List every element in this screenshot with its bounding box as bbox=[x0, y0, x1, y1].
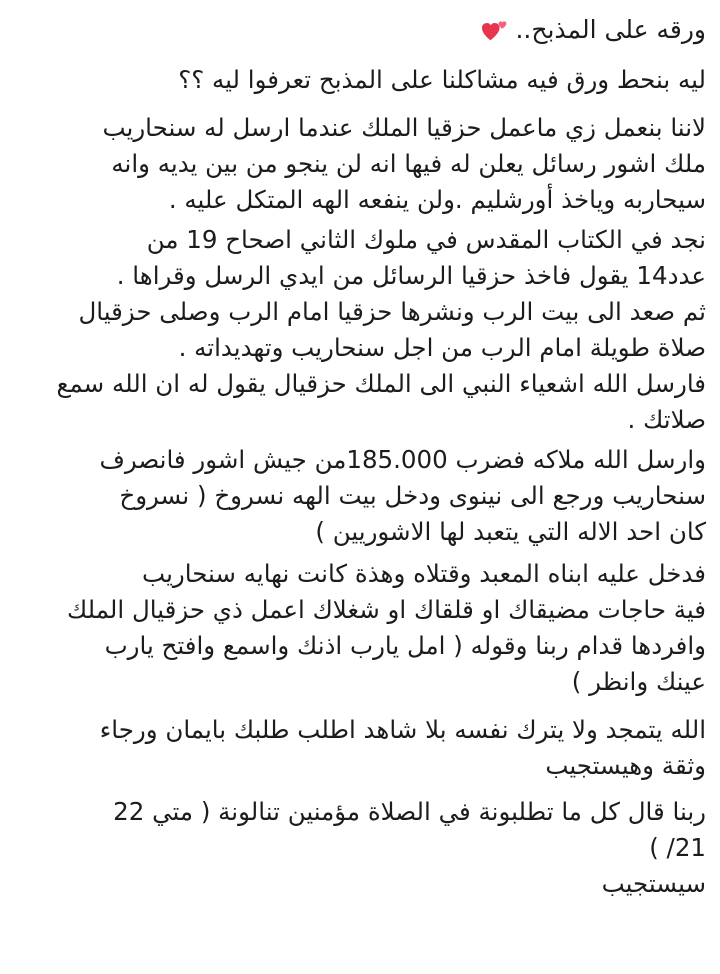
paragraph-6 bbox=[14, 556, 706, 700]
paragraph-line: ربنا قال كل ما تطلبونة في الصلاة مؤمنين تنالونة ( متي 22 bbox=[113, 797, 706, 826]
paragraph-line: فية حاجات مضيقاك او قلقاك او شغلاك اعمل ذي حزقيال الملك bbox=[67, 595, 706, 624]
paragraph-8 bbox=[14, 794, 706, 902]
paragraph-1 bbox=[14, 110, 706, 218]
paragraph-line: صلاتك . bbox=[627, 405, 706, 434]
heart-icon bbox=[481, 19, 509, 43]
paragraph-line: فارسل الله اشعياء النبي الى الملك حزقيال يقول له ان الله سمع bbox=[56, 369, 706, 398]
paragraph-line: ثم صعد الى بيت الرب ونشرها حزقيا امام الرب وصلى حزقيال bbox=[78, 297, 706, 326]
paragraph-5 bbox=[14, 442, 706, 550]
paragraph-line: سنحاريب ورجع الى نينوى ودخل بيت الهه نسروخ ( نسروخ bbox=[119, 481, 706, 510]
paragraph-line: ملك اشور رسائل يعلن له فيها انه لن ينجو من بين يديه وانه bbox=[111, 149, 706, 178]
paragraph-line: كان احد الاله التي يتعبد لها الاشوريين ) bbox=[315, 517, 706, 546]
paragraph-line: نجد في الكتاب المقدس في ملوك الثاني اصحاح 19 من bbox=[146, 225, 706, 254]
paragraph-line: وافردها قدام ربنا وقوله ( امل يارب اذنك واسمع وافتح يارب bbox=[104, 631, 706, 660]
paragraph-line: عينك وانظر ) bbox=[571, 667, 706, 696]
paragraph-line: سيستجيب bbox=[601, 869, 706, 898]
paragraph-line: 21/ ) bbox=[649, 833, 706, 862]
paragraph-line: لاننا بنعمل زي ماعمل حزقيا الملك عندما ارسل له سنحاريب bbox=[102, 113, 706, 142]
paragraph-2 bbox=[14, 222, 706, 294]
paragraph-line: فدخل عليه ابناه المعبد وقتلاه وهذة كانت نهايه سنحاريب bbox=[142, 559, 706, 588]
paragraph-line: وثقة وهيستجيب bbox=[545, 751, 706, 780]
post-question: ليه بنحط ورق فيه مشاكلنا على المذبح تعرفوا ليه ؟؟ bbox=[178, 65, 706, 94]
paragraph-line: صلاة طويلة امام الرب من اجل سنحاريب وتهديداته . bbox=[178, 333, 706, 362]
post-title-line bbox=[14, 10, 706, 54]
paragraph-line: الله يتمجد ولا يترك نفسه بلا شاهد اطلب طلبك بايمان ورجاء bbox=[99, 715, 706, 744]
paragraph-line: عدد14 يقول فاخذ حزقيا الرسائل من ايدي الرسل وقراها . bbox=[116, 261, 706, 290]
paragraph-3 bbox=[14, 294, 706, 366]
paragraph-line: وارسل الله ملاكه فضرب 185.000من جيش اشور فانصرف bbox=[99, 445, 706, 474]
paragraph-4 bbox=[14, 366, 706, 438]
paragraph-line: سيحاربه وياخذ أورشليم .ولن ينفعه الهه المتكل عليه . bbox=[168, 185, 706, 214]
paragraph-7 bbox=[14, 712, 706, 784]
post-title: ورقه على المذبح.. bbox=[515, 15, 706, 44]
